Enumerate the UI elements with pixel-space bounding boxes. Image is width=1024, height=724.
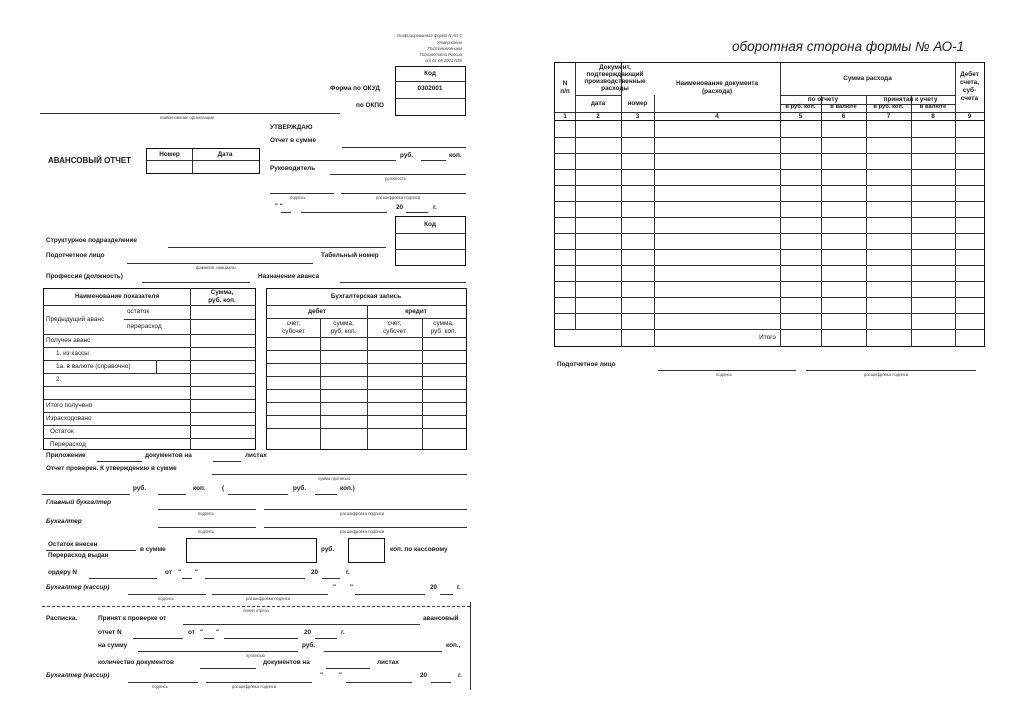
report-number-date-box [146, 148, 260, 174]
v-summe-label: в сумме [140, 546, 166, 553]
reverse-title: оборотная сторона формы № АО-1 [732, 39, 965, 54]
acc-credit: кредит [405, 308, 427, 315]
order-n-label: ордеру N [48, 569, 78, 576]
approve-year: 20 [396, 204, 404, 211]
decode-caption: расшифровка подписи [864, 372, 909, 377]
receipt-sig-quote-open: " [320, 672, 324, 679]
receipt-docs-on: документов на [263, 659, 310, 666]
col-sum-header: Сумма расхода [843, 75, 892, 82]
head-label: Руководитель [270, 165, 316, 172]
ind-ostatok: остаток [127, 308, 150, 315]
col-number: 2 [596, 113, 600, 120]
receipt-words-caption: прописью [246, 653, 265, 658]
receipt-year: 20 [304, 629, 312, 636]
col-number: 9 [967, 113, 972, 120]
purpose-label: Назначение аванса [258, 273, 320, 280]
ind-r1: 1. из кассы [56, 350, 89, 357]
acc-title: Бухгалтерская запись [330, 293, 402, 300]
fio-caption: фамилия, инициалы [196, 265, 236, 270]
words-caption: сумма прописью [318, 476, 351, 481]
order-quote-open: " [178, 569, 182, 576]
signature-caption: подпись [158, 596, 174, 601]
stamp-line: Утверждена [436, 40, 462, 45]
ind-received: Получен аванс [46, 337, 91, 344]
okpo-label: по ОКПО [356, 102, 384, 109]
paren-kop: коп.) [340, 485, 355, 492]
code-box [395, 66, 466, 116]
indicators-table [43, 288, 256, 450]
ind-header-sum-unit: руб. коп. [208, 297, 236, 304]
order-quote-close: " [195, 569, 199, 576]
sum-box [186, 538, 317, 563]
receipt-count: количество документов [98, 659, 174, 666]
col-doc-header: подтверждающий [586, 71, 644, 78]
signature-caption: подпись [716, 372, 732, 377]
acc-schet: счет, [286, 320, 301, 327]
sum-rub: руб. [133, 485, 147, 492]
ind-pererashod2: Перерасход [50, 441, 86, 448]
approve-date-quote: " " [275, 203, 283, 210]
checked-label: Отчет проверен. К утверждению в сумме [46, 465, 177, 472]
col-doc-header: производственные [584, 78, 646, 85]
okud-label: Форма по ОКУД [330, 85, 380, 92]
receipt-sig-quote-close: " [339, 672, 343, 679]
stamp-line: от 01.08.2001 N55 [425, 58, 462, 63]
cashier-label: Бухгалтер (кассир) [46, 584, 110, 591]
kop-box [348, 538, 385, 563]
acc-schet: счет, [387, 320, 402, 327]
col-doc-header: расходы [601, 85, 629, 92]
col-doc-header: Документ, [599, 64, 631, 71]
signature-caption: подпись [290, 195, 306, 200]
col-debet-header: суб- [962, 87, 977, 94]
person-code-header: Код [424, 221, 436, 228]
subdivision-label: Структурное подразделение [46, 237, 138, 244]
date-header: Дата [217, 151, 233, 158]
col-number: 5 [798, 113, 803, 120]
col-number: 8 [931, 113, 935, 120]
decode-caption: расшифровка подписи [340, 529, 385, 534]
org-line [40, 113, 340, 114]
col-debet-header: счета [960, 95, 979, 102]
receipt-title: Расписка. [46, 615, 78, 622]
paren-open: ( [222, 485, 225, 492]
position-caption: должность [385, 176, 406, 181]
receipt-ot: от [188, 629, 195, 636]
okud-value: 0302001 [417, 85, 443, 92]
order-g: г. [346, 569, 350, 576]
cash-rub: руб. [321, 546, 335, 553]
cashier-quote-open: " [333, 584, 337, 591]
pererashod-vydan-label: Перерасход выдан [48, 552, 109, 559]
attach-label: Приложение [46, 452, 86, 459]
col-number-header: номер [627, 100, 648, 107]
receipt-kop: коп., [446, 642, 461, 649]
accounting-table [266, 288, 467, 450]
col-rub-header: в руб. коп. [873, 104, 904, 110]
receipt-na-summu: на сумму [98, 642, 128, 649]
col-cur-header: в валюте [830, 104, 857, 110]
ind-header-sum: Сумма, [210, 289, 234, 296]
cashier-g: г. [457, 584, 461, 591]
decode-caption: расшифровка подписи [246, 596, 291, 601]
decode-caption: расшифровка подписи [376, 195, 421, 200]
receipt-g: г. [341, 629, 345, 636]
decode-caption: расшифровка подписи [340, 511, 385, 516]
person-code-box [395, 216, 466, 266]
ostatok-vnesen-label: Остаток внесен [48, 541, 98, 548]
receipt-sheets: листах [377, 659, 399, 666]
receipt-edge [470, 602, 471, 690]
receipt-sig-year: 20 [420, 672, 428, 679]
ind-ostatok2: Остаток [50, 428, 74, 435]
kop-kass-label: коп. по кассовому [390, 546, 448, 553]
stamp-line: Постановлением [427, 46, 462, 51]
col-date-header: дата [590, 100, 606, 107]
col-pp-header: п/п [560, 88, 570, 95]
approve-rub: руб. [400, 152, 414, 159]
sum-kop: коп. [193, 485, 206, 492]
col-debet-header: Дебет [960, 71, 979, 78]
acc-debit: дебет [307, 308, 327, 315]
col-cur-header: в валюте [919, 104, 947, 110]
acc-rubkop: руб. коп. [330, 328, 357, 335]
total-label: Итого [759, 334, 776, 341]
accountant-label: Бухгалтер [46, 518, 82, 525]
stamp-line: Госкомстата России [419, 52, 462, 57]
docs-on-label: документов на [145, 452, 192, 459]
ind-spent: Израсходовано [46, 415, 92, 422]
cashier-quote-close: " [350, 584, 354, 591]
cut-line [42, 606, 470, 607]
col-number: 7 [886, 113, 891, 120]
report-title: АВАНСОВЫЙ ОТЧЕТ [48, 156, 132, 165]
receipt-otchet-n: отчет N [98, 629, 122, 636]
col-rub-header: в руб. коп. [785, 104, 816, 110]
col-number: 4 [715, 113, 719, 120]
receipt-sig-g: г. [458, 672, 462, 679]
col-number: 1 [563, 113, 567, 120]
ind-pererashod: перерасход [127, 323, 162, 330]
col-number: 3 [635, 113, 640, 120]
decode-caption: расшифровка подписи [232, 684, 277, 689]
approve-title: УТВЕРЖДАЮ [270, 124, 313, 131]
col-report-header: по отчету [807, 96, 839, 103]
receipt-cashier: Бухгалтер (кассир) [46, 672, 110, 679]
expenses-table [554, 62, 985, 347]
tab-number-label: Табельный номер [321, 252, 379, 259]
ind-r2: 2. [56, 376, 62, 383]
order-ot: от [165, 569, 172, 576]
receipt-quote-close: " [216, 629, 220, 636]
acc-rubkop: руб. коп. [430, 328, 457, 335]
col-name-header: Наименование документа [675, 80, 759, 87]
org-caption: наименование организации [160, 115, 214, 120]
acc-subschet: субсчет [282, 328, 305, 335]
col-number: 6 [841, 113, 846, 120]
approve-kop: коп. [449, 152, 462, 159]
col-accepted-header: принятая к учету [883, 96, 938, 103]
profession-label: Профессия (должность) [46, 273, 123, 280]
receipt-rub: руб. [302, 642, 316, 649]
stamp-line: Унифицированная форма N АО-1 [396, 33, 462, 38]
acc-subschet: субсчет [383, 328, 406, 335]
col-n-header: N [562, 80, 568, 87]
cut-line-caption: линия отреза [243, 608, 269, 613]
receipt-avansovy: авансовый [423, 615, 459, 622]
ind-total: Итого получено [46, 402, 93, 409]
reverse-accountable-label: Подотчетное лицо [557, 361, 616, 368]
chief-accountant-label: Главный бухгалтер [46, 499, 112, 506]
ind-prev: Предыдущий аванс [46, 316, 105, 323]
acc-summa: сумма, [333, 320, 354, 327]
sheets-label: листах [245, 452, 267, 459]
col-name-header: (расхода) [701, 88, 732, 95]
approve-g: г. [433, 204, 437, 211]
order-year: 20 [311, 569, 319, 576]
receipt-quote-open: " [200, 629, 204, 636]
signature-caption: подпись [152, 684, 168, 689]
cashier-year: 20 [430, 584, 438, 591]
acc-summa: сумма, [433, 320, 454, 327]
col-debet-header: счета, [959, 79, 980, 86]
code-header: Код [424, 70, 436, 77]
signature-caption: подпись [198, 511, 214, 516]
number-header: Номер [159, 151, 180, 158]
signature-caption: подпись [198, 529, 214, 534]
receipt-accepted: Принят к проверке от [98, 615, 167, 622]
paren-rub: руб. [293, 485, 307, 492]
ind-header-name: Наименование показателя [74, 293, 160, 300]
approve-sum-label: Отчет в сумме [270, 137, 316, 144]
accountable-label: Подотчетное лицо [46, 252, 105, 259]
ind-r1a: 1а. в валюте (справочно) [56, 363, 131, 370]
